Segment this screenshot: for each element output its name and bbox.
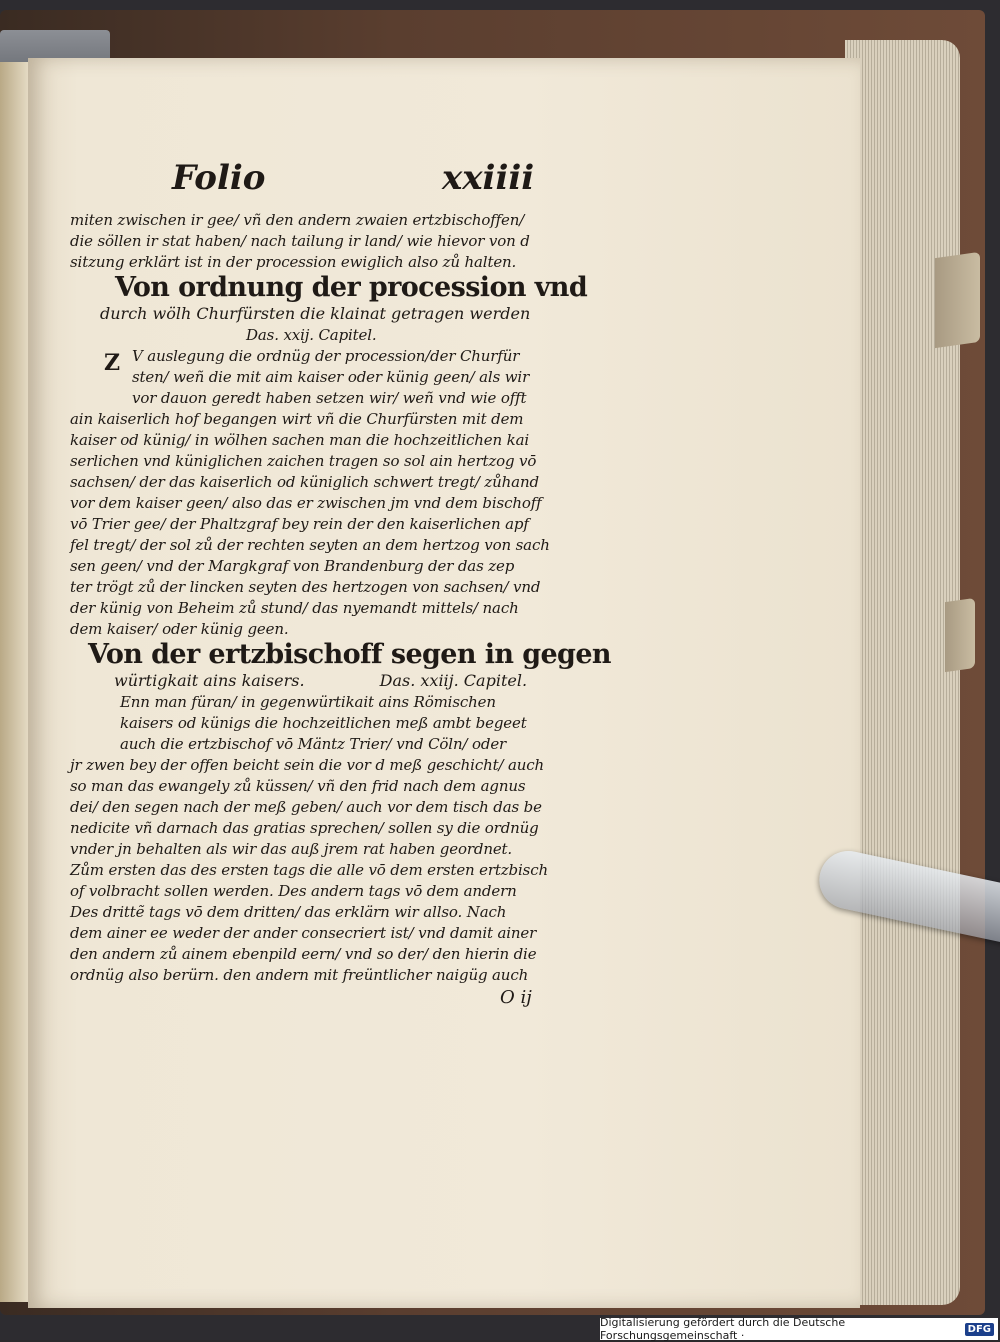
page-tab-marker xyxy=(935,252,980,348)
text-line: kaisers od künigs die hochzeitlichen meß ambt begeet xyxy=(120,714,527,732)
page-tab-marker-lower xyxy=(945,598,975,672)
text-line: die söllen ir stat haben/ nach tailung ir land/ wie hievor von d xyxy=(70,232,530,250)
page-text xyxy=(70,158,630,1010)
text-line: ordnüg also berürn. den andern mit freüntlicher naigüg auch xyxy=(70,966,529,984)
dfg-footer xyxy=(600,1318,998,1340)
dfg-logo-icon: DFG xyxy=(965,1323,994,1336)
initial-letter: Z xyxy=(104,350,121,376)
text-line: serlichen vnd küniglichen zaichen tragen so sol ain hertzog vō xyxy=(70,452,537,470)
chapter-heading-sub-text: würtigkait ains kaisers. xyxy=(114,671,305,690)
chapter-label: Das. xxiij. Capitel. xyxy=(379,671,528,690)
text-line: of volbracht sollen werden. Des andern tags vō dem andern xyxy=(70,882,517,900)
text-line: Des drittẽ tags vō dem dritten/ das erklärn wir allso. Nach xyxy=(70,903,507,921)
text-line: V auslegung die ordnüg der procession/der Churfür xyxy=(132,347,520,365)
running-header xyxy=(70,158,630,210)
text-line: kaiser od künig/ in wölhen sachen man die hochzeitlichen kai xyxy=(70,431,530,449)
text-line: dei/ den segen nach der meß geben/ auch vor dem tisch das be xyxy=(70,798,542,816)
text-line: Zům ersten das des ersten tags die alle vō dem ersten ertzbisch xyxy=(70,861,548,879)
folio-number: xxiiii xyxy=(442,158,535,198)
page-edges xyxy=(845,40,960,1305)
text-line: vnder jn behalten als wir das auß jrem rat haben geordnet. xyxy=(70,840,513,858)
text-line: sten/ weñ die mit aim kaiser oder künig geen/ als wir xyxy=(132,368,530,386)
chapter-heading-sub: durch wölh Churfürsten die klainat getragen werden xyxy=(100,304,531,323)
text-line: sachsen/ der das kaiserlich od küniglich schwert tregt/ zůhand xyxy=(70,473,539,491)
footer-text: Digitalisierung gefördert durch die Deutsche Forschungsgemeinschaft · xyxy=(600,1316,846,1342)
text-line: so man das ewangely zů küssen/ vñ den frid nach dem agnus xyxy=(70,777,526,795)
text-line: dem ainer ee weder der ander consecriert ist/ vnd damit ainer xyxy=(70,924,537,942)
folio-label: Folio xyxy=(172,158,266,198)
text-line: ain kaiserlich hof begangen wirt vñ die Churfürsten mit dem xyxy=(70,410,524,428)
chapter-label: Das. xxij. Capitel. xyxy=(246,326,377,344)
text-line: sitzung erklärt ist in der procession ewiglich also zů halten. xyxy=(70,253,517,271)
text-line: Enn man füran/ in gegenwürtikait ains Römischen xyxy=(120,693,496,711)
text-line: vor dem kaiser geen/ also das er zwischen jm vnd dem bischoff xyxy=(70,494,542,512)
text-line: vō Trier gee/ der Phaltzgraf bey rein der den kaiserlichen apf xyxy=(70,515,529,533)
text-line: dem kaiser/ oder künig geen. xyxy=(70,620,289,638)
text-line: vor dauon geredt haben setzen wir/ weñ vnd wie offt xyxy=(132,389,527,407)
left-page-edge xyxy=(0,62,28,1302)
text-line: nedicite vñ darnach das gratias sprechen/ sollen sy die ordnüg xyxy=(70,819,539,837)
text-line: der künig von Beheim zů stund/ das nyemandt mittels/ nach xyxy=(70,599,519,617)
signature-mark: O ij xyxy=(500,987,532,1008)
text-line: jr zwen bey der offen beicht sein die vor d meß geschicht/ auch xyxy=(70,756,545,774)
chapter-heading: Von ordnung der procession vnd xyxy=(115,272,588,303)
text-line: den andern zů ainem ebenpild eern/ vnd so der/ den hierin die xyxy=(70,945,537,963)
initial-paragraph xyxy=(70,346,630,409)
text-line: auch die ertzbischof vō Mäntz Trier/ vnd Cöln/ oder xyxy=(120,735,507,753)
text-line: fel tregt/ der sol zů der rechten seyten an dem hertzog von sach xyxy=(70,536,550,554)
chapter-heading-sub xyxy=(70,670,630,692)
text-line: ter trögt zů der lincken seyten des hertzogen von sachsen/ vnd xyxy=(70,578,541,596)
text-line: miten zwischen ir gee/ vñ den andern zwaien ertzbischoffen/ xyxy=(70,211,525,229)
chapter-heading: Von der ertzbischoff segen in gegen xyxy=(88,639,611,670)
text-line: sen geen/ vnd der Margkgraf von Brandenburg der das zep xyxy=(70,557,515,575)
